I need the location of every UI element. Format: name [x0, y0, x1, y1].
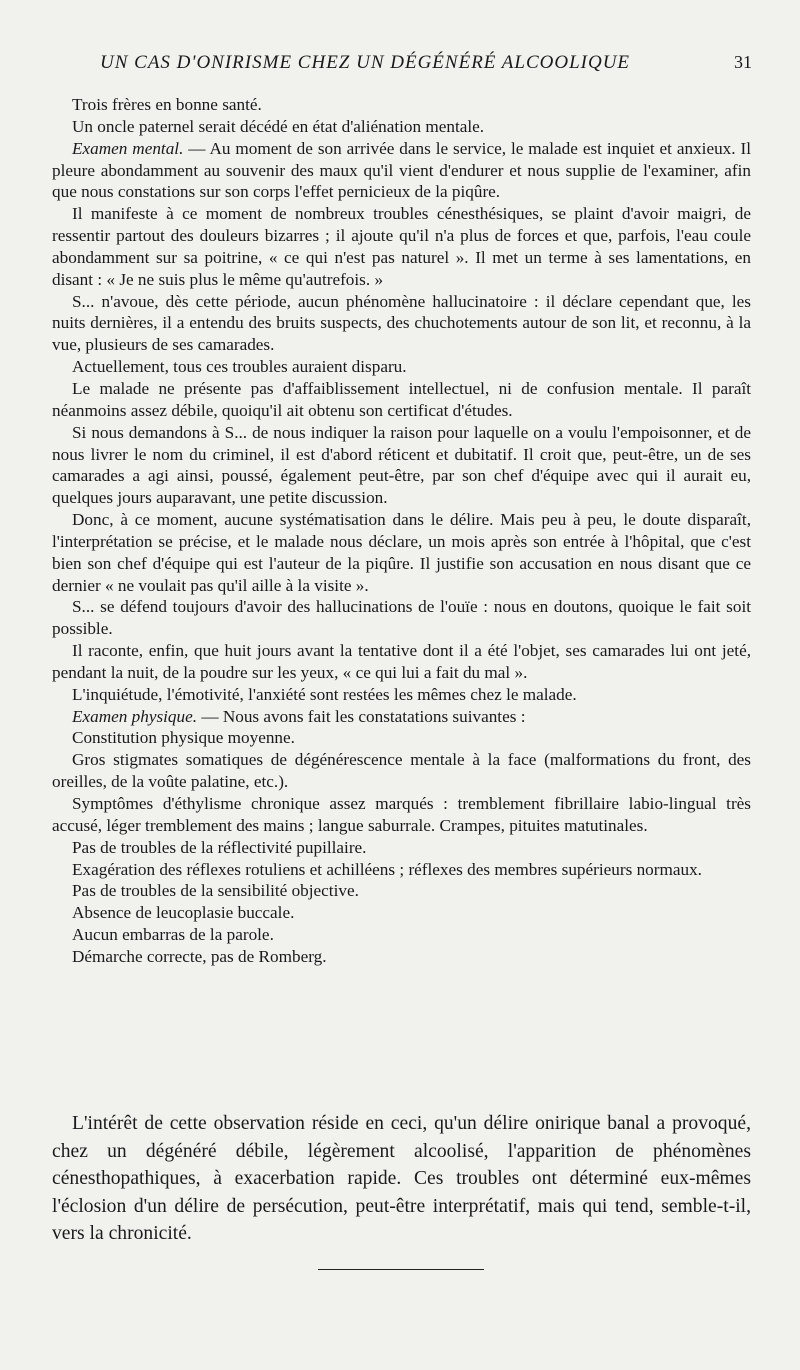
paragraph: L'inquiétude, l'émotivité, l'anxiété sont restées les mêmes chez le malade.: [72, 684, 577, 704]
paragraph: Actuellement, tous ces troubles auraient disparu.: [72, 357, 407, 377]
section-label: Examen physique.: [72, 706, 198, 726]
end-rule: [318, 1269, 484, 1270]
paragraph: Le malade ne présente pas d'affaiblissement intellectuel, ni de confusion mentale. Il paraît néanmoins assez débile, quoiqu'il ait obtenu son certificat d'études.: [52, 378, 751, 420]
running-title: UN CAS D'ONIRISME CHEZ UN DÉGÉNÉRÉ ALCOOLIQUE: [100, 52, 631, 73]
paragraph: Il raconte, enfin, que huit jours avant la tentative dont il a été l'objet, ses camarades lui ont jeté, pendant la nuit, de la poudre sur les yeux, « ce qui lui a fait du mal ».: [52, 641, 751, 682]
paragraph: Si nous demandons à S... de nous indiquer la raison pour laquelle on a voulu l'empoisonner, et de nous livrer le nom du criminel, il est d'abord réticent et dubitatif. Il croit que, peut-être, un de ses camarades a agi ainsi, poussé, également peut-être, par son chef d'équipe avec qui il aurait eu, quelques jours auparavant, une petite discussion.: [52, 422, 751, 508]
paragraph: Il manifeste à ce moment de nombreux troubles cénesthésiques, se plaint d'avoir maigri, de ressentir partout des douleurs bizarres ; il ajoute qu'il n'a plus de forces et que, parfois, l'eau coule abondamment sur sa poitrine, « ce qui n'est pas naturel ». Il met un terme à ses lamentations, en disant : « Je ne suis plus le même qu'autrefois. »: [52, 204, 751, 289]
paragraph: Examen mental. — Au moment de son arrivée dans le service, le malade est inquiet et anxieux. Il pleure abondamment au souvenir des maux qu'il vient d'endurer et nous supplie de l'examiner, afin que nous constations sur son corps l'effet pernicieux de la piqûre.: [52, 138, 751, 202]
paragraph: Aucun embarras de la parole.: [72, 925, 274, 945]
paragraph: Pas de troubles de la réflectivité pupillaire.: [72, 837, 367, 857]
section-label: Examen mental.: [72, 138, 184, 158]
paragraph: S... n'avoue, dès cette période, aucun phénomène hallucinatoire : il déclare cependant que, les nuits dernières, il a entendu des bruits suspects, des chuchotements autour de son lit, et reconnu, à la vue, plusieurs de ses camarades.: [52, 291, 751, 355]
paragraph: Absence de leucoplasie buccale.: [72, 903, 295, 923]
paragraph: Constitution physique moyenne.: [72, 728, 295, 748]
paragraph: Symptômes d'éthylisme chronique assez marqués : tremblement fibrillaire labio-lingual très accusé, léger tremblement des mains ; langue saburrale. Crampes, pituites matutinales.: [52, 794, 751, 835]
running-header: [100, 52, 752, 74]
page-number: 31: [734, 52, 752, 72]
observation-body: [52, 94, 751, 968]
conclusion-section: [52, 1110, 751, 1248]
paragraph: S... se défend toujours d'avoir des hallucinations de l'ouïe : nous en doutons, quoique le fait soit possible.: [52, 597, 751, 639]
paragraph: Démarche correcte, pas de Romberg.: [72, 946, 327, 966]
paragraph: Pas de troubles de la sensibilité objective.: [72, 881, 359, 901]
paragraph: Gros stigmates somatiques de dégénérescence mentale à la face (malformations du front, des oreilles, de la voûte palatine, etc.).: [52, 750, 751, 792]
paragraph: Un oncle paternel serait décédé en état d'aliénation mentale.: [72, 116, 485, 136]
paragraph: Examen physique. — Nous avons fait les constatations suivantes :: [72, 706, 526, 726]
conclusion-paragraph: L'intérêt de cette observation réside en ceci, qu'un délire onirique banal a provoqué, chez un dégénéré débile, légèrement alcoolisé, l'apparition de phénomènes cénesthopathiques, à exacerbation rapide. Ces troubles ont déterminé eux-mêmes l'éclosion d'un délire de persécution, peut-être interprétatif, mais qui tend, semble-t-il, vers la chronicité.: [52, 1113, 751, 1244]
paragraph: Donc, à ce moment, aucune systématisation dans le délire. Mais peu à peu, le doute disparaît, l'interprétation se précise, et le malade nous déclare, un mois après son entrée à l'hôpital, que c'est bien son chef d'équipe qui est l'auteur de la piqûre. Il justifie son accusation en nous disant que ce dernier « ne voulait pas qu'il aille à la visite ».: [52, 510, 751, 595]
paragraph: Exagération des réflexes rotuliens et achilléens ; réflexes des membres supérieurs normaux.: [72, 859, 702, 879]
paragraph: Trois frères en bonne santé.: [72, 95, 262, 114]
